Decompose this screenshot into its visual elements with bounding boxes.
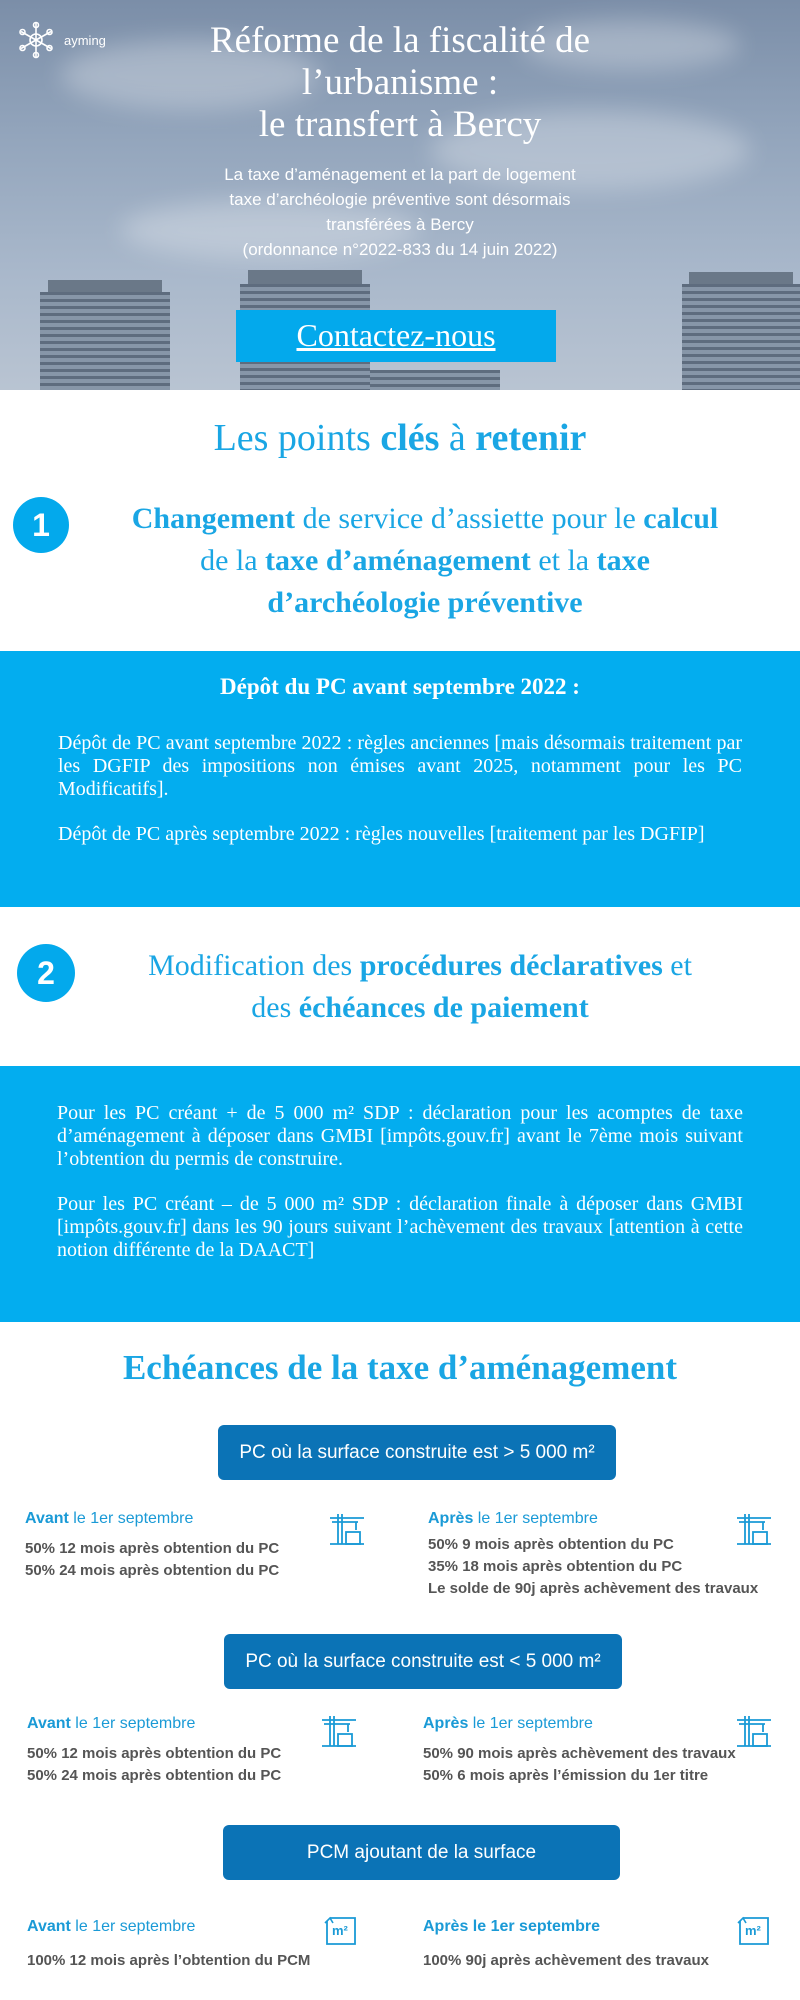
hero-title	[150, 20, 650, 146]
before-september-column	[25, 1510, 279, 1582]
schedule-line: 50% 9 mois après obtention du PC	[428, 1536, 674, 1553]
block-paragraph: Pour les PC créant – de 5 000 m² SDP : déclaration finale à déposer dans GMBI [impôts.gouv.fr] dans les 90 jours suivant l’achèvement des travaux [attention à cette notion différente de la DAACT]	[57, 1193, 743, 1261]
contact-button[interactable]: Contactez-nous	[236, 310, 556, 362]
hero-subtitle-line: transférées à Bercy	[326, 215, 474, 234]
hero-title-line: l’urbanisme :	[301, 62, 499, 103]
heading-bold: calcul	[643, 502, 719, 535]
heading-bold: échéances de paiement	[298, 991, 589, 1024]
column-head	[428, 1510, 758, 1528]
hero-subtitle-line: La taxe d’aménagement et la part de logement	[224, 165, 576, 184]
head-text: le 1er septembre	[468, 1715, 593, 1732]
title-text: Les points	[213, 417, 381, 459]
schedule-line: 50% 90 mois après achèvement des travaux	[423, 1745, 736, 1762]
heading-line	[70, 498, 780, 540]
title-text: à	[439, 417, 476, 459]
pcm-category-pill: PCM ajoutant de la surface	[223, 1825, 620, 1880]
schedule-line: 50% 12 mois après obtention du PC	[27, 1745, 282, 1762]
heading-line	[80, 945, 760, 987]
area-m2-icon	[324, 1915, 358, 1947]
column-head	[27, 1918, 310, 1936]
head-bold: Avant	[27, 1918, 71, 1935]
heading-bold: d’archéologie préventive	[267, 586, 583, 619]
crane-icon	[735, 1510, 773, 1548]
hero-subtitle	[150, 162, 650, 262]
heading-bold: Changement	[131, 502, 296, 535]
heading-text: de la	[200, 544, 266, 577]
heading-line	[70, 540, 780, 582]
section1-heading	[70, 498, 780, 624]
hero-subtitle-line: taxe d’archéologie préventive sont désormais	[229, 190, 571, 209]
head-text: le 1er septembre	[68, 1510, 194, 1527]
head-bold: Avant	[27, 1715, 71, 1732]
heading-bold: taxe d’aménagement	[265, 544, 531, 577]
after-september-column	[423, 1918, 709, 1972]
hero-title-line: le transfert à Bercy	[258, 104, 542, 145]
building-low	[370, 370, 500, 390]
hero-title-line: Réforme de la fiscalité de	[209, 20, 591, 61]
heading-line	[70, 582, 780, 624]
schedule-line: 35% 18 mois après obtention du PC	[428, 1558, 683, 1575]
column-head	[423, 1918, 709, 1936]
title-bold: retenir	[475, 417, 587, 459]
column-head	[27, 1715, 281, 1733]
snowflake-logo-icon	[16, 20, 56, 60]
heading-line	[80, 987, 760, 1029]
crane-icon	[735, 1712, 773, 1750]
title-bold: clés	[380, 417, 440, 459]
head-bold: Après	[428, 1510, 474, 1527]
block-paragraph: Pour les PC créant + de 5 000 m² SDP : déclaration pour les acomptes de taxe d’aménagement à déposer dans GMBI [impôts.gouv.fr] avant le 7ème mois suivant l’obtention du permis de construire.	[57, 1102, 743, 1170]
section2-heading	[80, 945, 760, 1029]
key-points-title	[0, 416, 800, 460]
step-number-badge: 1	[13, 497, 69, 553]
head-bold: Après	[423, 1715, 469, 1732]
heading-text: et	[662, 949, 692, 982]
schedule-line: 100% 12 mois après l’obtention du PCM	[27, 1952, 311, 1969]
schedule-line: 50% 24 mois après obtention du PC	[27, 1767, 282, 1784]
ayming-logo[interactable]	[16, 20, 106, 60]
echeances-title: Echéances de la taxe d’aménagement	[122, 1348, 678, 1387]
area-m2-icon	[737, 1915, 771, 1947]
head-text: le 1er septembre	[70, 1715, 196, 1732]
block-title: Dépôt du PC avant septembre 2022 :	[220, 674, 580, 699]
pc-deposit-block	[0, 651, 800, 907]
head-bold: Après le 1er septembre	[423, 1918, 600, 1935]
heading-bold: procédures déclaratives	[359, 949, 663, 982]
before-september-column	[27, 1715, 281, 1787]
schedule-line: 100% 90j après achèvement des travaux	[423, 1952, 710, 1969]
surface-category-pill: PC où la surface construite est < 5 000 m²	[224, 1634, 622, 1689]
brand-name: ayming	[64, 32, 106, 48]
surface-category-pill: PC où la surface construite est > 5 000 m²	[218, 1425, 616, 1480]
declaration-block	[0, 1066, 800, 1322]
m2-label: m²	[745, 1923, 761, 1938]
before-september-column	[27, 1918, 310, 1972]
schedule-line: Le solde de 90j après achèvement des travaux	[428, 1580, 759, 1597]
schedule-line: 50% 6 mois après l’émission du 1er titre	[423, 1767, 709, 1784]
schedule-line: 50% 24 mois après obtention du PC	[25, 1562, 280, 1579]
hero-subtitle-line: (ordonnance n°2022-833 du 14 juin 2022)	[242, 240, 558, 259]
heading-bold: taxe	[596, 544, 650, 577]
building-right	[682, 272, 800, 390]
block-paragraph: Dépôt de PC après septembre 2022 : règles nouvelles [traitement par les DGFIP]	[58, 823, 705, 845]
hero-banner	[0, 0, 800, 390]
heading-text: des	[251, 991, 299, 1024]
step-number-badge: 2	[17, 944, 75, 1002]
after-september-column	[428, 1510, 758, 1600]
building-left	[40, 280, 170, 390]
head-text: le 1er septembre	[70, 1918, 196, 1935]
head-text: le 1er septembre	[473, 1510, 598, 1527]
heading-text: de service d’assiette pour le	[295, 502, 644, 535]
crane-icon	[320, 1712, 358, 1750]
after-september-column	[423, 1715, 736, 1787]
crane-icon	[328, 1510, 366, 1548]
schedule-line: 50% 12 mois après obtention du PC	[25, 1540, 280, 1557]
column-head	[423, 1715, 736, 1733]
head-bold: Avant	[25, 1510, 69, 1527]
heading-text: et la	[530, 544, 597, 577]
column-head	[25, 1510, 279, 1528]
m2-label: m²	[332, 1923, 348, 1938]
block-paragraph: Dépôt de PC avant septembre 2022 : règles anciennes [mais désormais traitement par les DGFIP des impositions non émises avant 2025, notamment pour les PC Modificatifs].	[58, 732, 742, 800]
heading-text: Modification des	[148, 949, 360, 982]
